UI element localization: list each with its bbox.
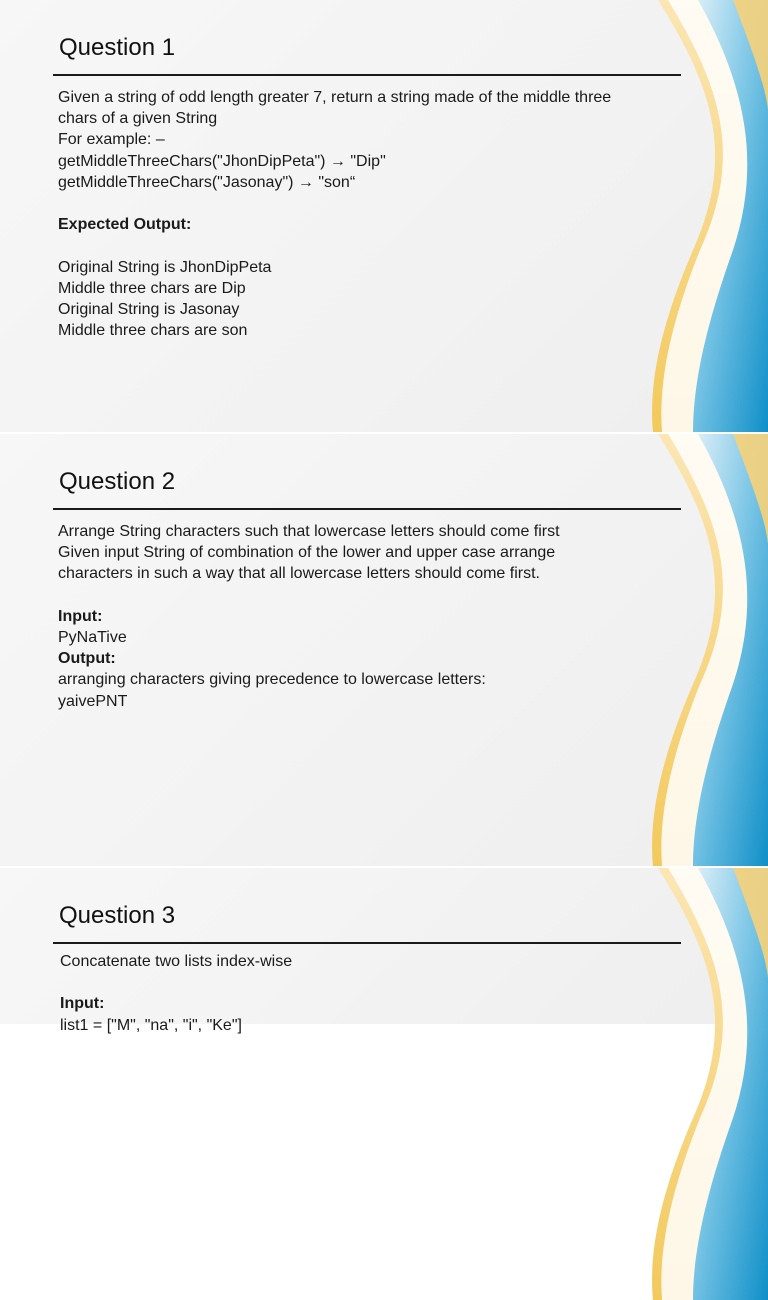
blank-line [58, 585, 668, 606]
blank-line [58, 193, 668, 214]
text-line: getMiddleThreeChars("Jasonay") → "son“ [58, 173, 356, 191]
expected-output-heading: Expected Output: [58, 216, 192, 234]
slide-title: Question 2 [59, 468, 176, 495]
slide-question-1 [0, 0, 768, 432]
slide-question-3 [0, 868, 768, 1034]
slide-title: Question 3 [59, 902, 176, 929]
text-line: list1 = ["M", "na", "i", "Ke"] [60, 1016, 242, 1034]
text-line: arranging characters giving precedence to lowercase letters: [58, 671, 486, 689]
text-line: yaivePNT [58, 692, 128, 710]
slide-body [58, 87, 668, 341]
title-divider [53, 74, 681, 76]
text-line: Arrange String characters such that lowercase letters should come first [58, 523, 560, 540]
text-line: Original String is JhonDipPeta [58, 258, 272, 276]
decorative-wave [638, 868, 768, 1300]
title-divider [53, 942, 681, 944]
text-line: Given input String of combination of the lower and upper case arrange [58, 544, 556, 562]
text-line: Given a string of odd length greater 7, return a string made of the middle three [58, 89, 612, 106]
text-line: Original String is Jasonay [58, 301, 240, 318]
text-line: For example: – [58, 131, 165, 149]
blank-line [58, 235, 668, 256]
output-heading: Output: [58, 650, 116, 668]
slide-body [60, 951, 670, 1036]
slide-question-2 [0, 434, 768, 866]
slide-title: Question 1 [59, 34, 176, 61]
blank-line [60, 972, 670, 993]
text-line: Concatenate two lists index-wise [60, 953, 293, 970]
text-line: characters in such a way that all lowercase letters should come first. [58, 565, 540, 583]
text-line: getMiddleThreeChars("JhonDipPeta") → "Dip" [58, 152, 386, 170]
text-line: chars of a given String [58, 110, 218, 128]
input-heading: Input: [58, 607, 103, 625]
input-heading: Input: [60, 995, 105, 1013]
text-line: Middle three chars are son [58, 322, 248, 340]
text-line: PyNaTive [58, 629, 127, 646]
title-divider [53, 508, 681, 510]
slide-body [58, 521, 668, 712]
text-line: Middle three chars are Dip [58, 279, 246, 297]
